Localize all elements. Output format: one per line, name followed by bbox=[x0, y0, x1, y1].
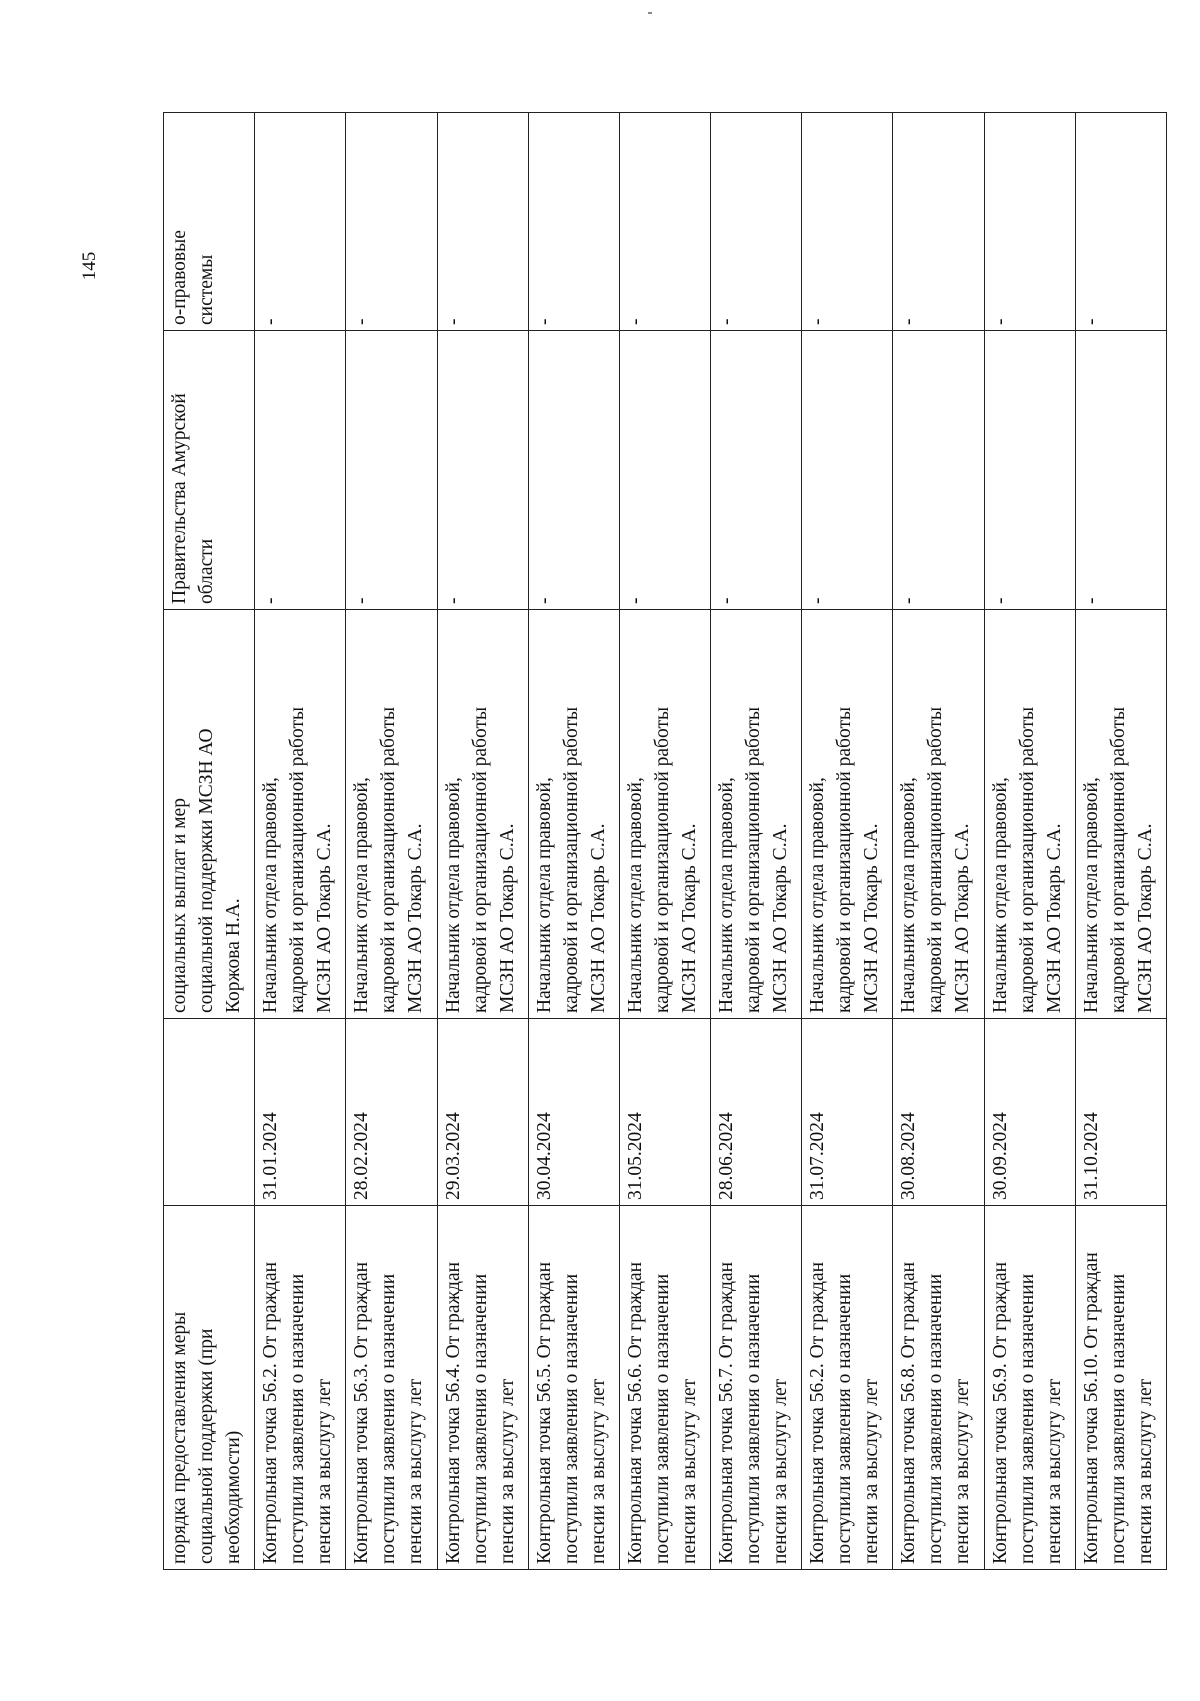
cell-line: МСЗН АО Токарь С.А. bbox=[861, 823, 883, 1013]
cell-line: Контрольная точка 56.10. От граждан bbox=[1080, 1252, 1102, 1564]
cell-date bbox=[711, 1019, 802, 1206]
cell-description bbox=[619, 1206, 710, 1570]
cell-responsible bbox=[802, 610, 893, 1019]
page-number: 145 bbox=[79, 251, 100, 281]
cell-description bbox=[255, 1206, 346, 1570]
cell-line: 30.08.2024 bbox=[898, 1112, 920, 1200]
cell-responsible bbox=[346, 610, 437, 1019]
cell-document bbox=[711, 331, 802, 610]
cell-line: - bbox=[260, 318, 282, 325]
cell-line: поступили заявления о назначении bbox=[651, 1273, 673, 1564]
cell-line: 28.02.2024 bbox=[351, 1112, 373, 1200]
table-row bbox=[619, 113, 710, 1570]
cell-responsible bbox=[619, 610, 710, 1019]
cell-line: порядка предоставления меры bbox=[169, 1311, 190, 1564]
cell-line: поступили заявления о назначении bbox=[469, 1273, 491, 1564]
cell-line: пенсии за выслугу лет bbox=[1134, 1378, 1156, 1564]
cell-line: МСЗН АО Токарь С.А. bbox=[1134, 823, 1156, 1013]
cell-line: пенсии за выслугу лет bbox=[861, 1378, 883, 1564]
cell-line: необходимости) bbox=[223, 1430, 244, 1564]
cell-document bbox=[619, 331, 710, 610]
table-row bbox=[711, 113, 802, 1570]
cell-line: - bbox=[1080, 318, 1102, 325]
cell-description bbox=[164, 1206, 255, 1570]
cell-line: области bbox=[196, 538, 217, 604]
cell-date bbox=[984, 1019, 1075, 1206]
cell-line: системы bbox=[196, 254, 217, 325]
cell-line: кадровой и организационной работы bbox=[1107, 706, 1129, 1013]
cell-line: - bbox=[716, 318, 738, 325]
table-row bbox=[437, 113, 528, 1570]
cell-line: - bbox=[260, 597, 282, 604]
table-row bbox=[893, 113, 984, 1570]
cell-date bbox=[255, 1019, 346, 1206]
cell-date bbox=[802, 1019, 893, 1206]
scan-speck bbox=[648, 12, 652, 14]
cell-line: - bbox=[989, 318, 1011, 325]
cell-system bbox=[893, 113, 984, 331]
cell-line: - bbox=[807, 597, 829, 604]
table-row bbox=[984, 113, 1075, 1570]
cell-description bbox=[1075, 1206, 1166, 1570]
cell-description bbox=[893, 1206, 984, 1570]
cell-line: - bbox=[533, 318, 555, 325]
cell-line: пенсии за выслугу лет bbox=[587, 1378, 609, 1564]
cell-document bbox=[1075, 331, 1166, 610]
cell-line: МСЗН АО Токарь С.А. bbox=[587, 823, 609, 1013]
cell-line: Начальник отдела правовой, bbox=[442, 777, 464, 1013]
cell-line: Начальник отдела правовой, bbox=[989, 777, 1011, 1013]
cell-system bbox=[346, 113, 437, 331]
cell-line: 29.03.2024 bbox=[442, 1112, 464, 1200]
cell-line: пенсии за выслугу лет bbox=[496, 1378, 518, 1564]
cell-line: - bbox=[624, 597, 646, 604]
cell-line: поступили заявления о назначении bbox=[1107, 1273, 1129, 1564]
cell-line: Контрольная точка 56.4. От граждан bbox=[442, 1261, 464, 1564]
cell-line: - bbox=[442, 597, 464, 604]
cell-line: 31.10.2024 bbox=[1080, 1112, 1102, 1200]
cell-line: - bbox=[989, 597, 1011, 604]
cell-line: 30.04.2024 bbox=[533, 1112, 555, 1200]
cell-line: поступили заявления о назначении bbox=[560, 1273, 582, 1564]
cell-document bbox=[528, 331, 619, 610]
cell-responsible bbox=[1075, 610, 1166, 1019]
cell-line: поступили заявления о назначении bbox=[925, 1273, 947, 1564]
cell-date bbox=[164, 1019, 255, 1206]
cell-description bbox=[528, 1206, 619, 1570]
cell-date bbox=[619, 1019, 710, 1206]
cell-system bbox=[437, 113, 528, 331]
cell-line: - bbox=[442, 318, 464, 325]
cell-line: Контрольная точка 56.2. От граждан bbox=[807, 1261, 829, 1564]
table-inner bbox=[163, 113, 1167, 1570]
cell-line: Контрольная точка 56.5. От граждан bbox=[533, 1261, 555, 1564]
table-rotated-container bbox=[163, 113, 1167, 1570]
cell-date bbox=[528, 1019, 619, 1206]
cell-line: - bbox=[1080, 597, 1102, 604]
cell-line: 31.01.2024 bbox=[260, 1112, 282, 1200]
cell-line: пенсии за выслугу лет bbox=[405, 1378, 427, 1564]
cell-document bbox=[984, 331, 1075, 610]
cell-line: - bbox=[624, 318, 646, 325]
cell-line: - bbox=[807, 318, 829, 325]
cell-line: Начальник отдела правовой, bbox=[807, 777, 829, 1013]
cell-line: Начальник отдела правовой, bbox=[624, 777, 646, 1013]
cell-description bbox=[802, 1206, 893, 1570]
cell-line: кадровой и организационной работы bbox=[469, 706, 491, 1013]
cell-line: 30.09.2024 bbox=[989, 1112, 1011, 1200]
cell-line: Начальник отдела правовой, bbox=[898, 777, 920, 1013]
cell-date bbox=[437, 1019, 528, 1206]
table-body bbox=[164, 113, 1167, 1570]
cell-line: МСЗН АО Токарь С.А. bbox=[770, 823, 792, 1013]
cell-line: 28.06.2024 bbox=[716, 1112, 738, 1200]
cell-date bbox=[346, 1019, 437, 1206]
cell-line: поступили заявления о назначении bbox=[287, 1273, 309, 1564]
cell-line: Начальник отдела правовой, bbox=[533, 777, 555, 1013]
cell-line: Начальник отдела правовой, bbox=[351, 777, 373, 1013]
cell-document bbox=[437, 331, 528, 610]
table-row bbox=[1075, 113, 1166, 1570]
cell-document bbox=[164, 331, 255, 610]
cell-responsible bbox=[893, 610, 984, 1019]
cell-line: поступили заявления о назначении bbox=[1016, 1273, 1038, 1564]
cell-description bbox=[346, 1206, 437, 1570]
cell-line: кадровой и организационной работы bbox=[743, 706, 765, 1013]
cell-line: МСЗН АО Токарь С.А. bbox=[1043, 823, 1065, 1013]
table-row bbox=[528, 113, 619, 1570]
cell-system bbox=[802, 113, 893, 331]
cell-line: - bbox=[898, 318, 920, 325]
cell-line: Контрольная точка 56.7. От граждан bbox=[716, 1261, 738, 1564]
cell-line: Правительства Амурской bbox=[169, 393, 190, 604]
cell-line: МСЗН АО Токарь С.А. bbox=[405, 823, 427, 1013]
cell-line: Контрольная точка 56.9. От граждан bbox=[989, 1261, 1011, 1564]
cell-responsible bbox=[528, 610, 619, 1019]
cell-description bbox=[984, 1206, 1075, 1570]
cell-line: социальной поддержки (при bbox=[196, 1328, 217, 1564]
cell-line: - bbox=[351, 597, 373, 604]
cell-line: пенсии за выслугу лет bbox=[770, 1378, 792, 1564]
table-row-continued bbox=[164, 113, 255, 1570]
cell-description bbox=[437, 1206, 528, 1570]
cell-line: МСЗН АО Токарь С.А. bbox=[678, 823, 700, 1013]
cell-line: - bbox=[351, 318, 373, 325]
cell-line: Начальник отдела правовой, bbox=[716, 777, 738, 1013]
cell-line: социальной поддержки МСЗН АО bbox=[196, 728, 217, 1013]
cell-date bbox=[1075, 1019, 1166, 1206]
cell-system bbox=[1075, 113, 1166, 331]
table-row bbox=[255, 113, 346, 1570]
cell-description bbox=[711, 1206, 802, 1570]
cell-line: пенсии за выслугу лет bbox=[314, 1378, 336, 1564]
cell-line: социальных выплат и мер bbox=[169, 798, 190, 1013]
table-row bbox=[346, 113, 437, 1570]
cell-responsible bbox=[437, 610, 528, 1019]
cell-document bbox=[346, 331, 437, 610]
cell-line: Контрольная точка 56.2. От граждан bbox=[260, 1261, 282, 1564]
cell-line: кадровой и организационной работы bbox=[651, 706, 673, 1013]
cell-document bbox=[893, 331, 984, 610]
cell-responsible bbox=[984, 610, 1075, 1019]
cell-date bbox=[893, 1019, 984, 1206]
cell-line: Контрольная точка 56.3. От граждан bbox=[351, 1261, 373, 1564]
cell-line: о-правовые bbox=[169, 230, 190, 325]
cell-line: кадровой и организационной работы bbox=[834, 706, 856, 1013]
cell-system bbox=[984, 113, 1075, 331]
cell-line: кадровой и организационной работы bbox=[1016, 706, 1038, 1013]
table-row bbox=[802, 113, 893, 1570]
cell-line: Контрольная точка 56.8. От граждан bbox=[898, 1261, 920, 1564]
cell-system bbox=[711, 113, 802, 331]
cell-system bbox=[619, 113, 710, 331]
cell-document bbox=[802, 331, 893, 610]
cell-line: поступили заявления о назначении bbox=[743, 1273, 765, 1564]
cell-line: - bbox=[898, 597, 920, 604]
cell-responsible bbox=[711, 610, 802, 1019]
cell-line: кадровой и организационной работы bbox=[378, 706, 400, 1013]
cell-document bbox=[255, 331, 346, 610]
cell-line: пенсии за выслугу лет bbox=[952, 1378, 974, 1564]
cell-line: пенсии за выслугу лет bbox=[678, 1378, 700, 1564]
cell-line: кадровой и организационной работы bbox=[560, 706, 582, 1013]
cell-line: Начальник отдела правовой, bbox=[260, 777, 282, 1013]
cell-line: МСЗН АО Токарь С.А. bbox=[314, 823, 336, 1013]
cell-line: 31.05.2024 bbox=[624, 1112, 646, 1200]
cell-line: МСЗН АО Токарь С.А. bbox=[496, 823, 518, 1013]
cell-responsible bbox=[164, 610, 255, 1019]
cell-line: 31.07.2024 bbox=[807, 1112, 829, 1200]
cell-system bbox=[255, 113, 346, 331]
cell-line: поступили заявления о назначении bbox=[834, 1273, 856, 1564]
cell-line: - bbox=[533, 597, 555, 604]
cell-line: кадровой и организационной работы bbox=[925, 706, 947, 1013]
cell-line: Коржова Н.А. bbox=[223, 898, 244, 1013]
cell-system bbox=[164, 113, 255, 331]
cell-line: Начальник отдела правовой, bbox=[1080, 777, 1102, 1013]
cell-responsible bbox=[255, 610, 346, 1019]
cell-line: МСЗН АО Токарь С.А. bbox=[952, 823, 974, 1013]
cell-line: поступили заявления о назначении bbox=[378, 1273, 400, 1564]
cell-system bbox=[528, 113, 619, 331]
cell-line: кадровой и организационной работы bbox=[287, 706, 309, 1013]
measures-table bbox=[163, 112, 1167, 1570]
cell-line: Контрольная точка 56.6. От граждан bbox=[624, 1261, 646, 1564]
cell-line: - bbox=[716, 597, 738, 604]
cell-line: пенсии за выслугу лет bbox=[1043, 1378, 1065, 1564]
